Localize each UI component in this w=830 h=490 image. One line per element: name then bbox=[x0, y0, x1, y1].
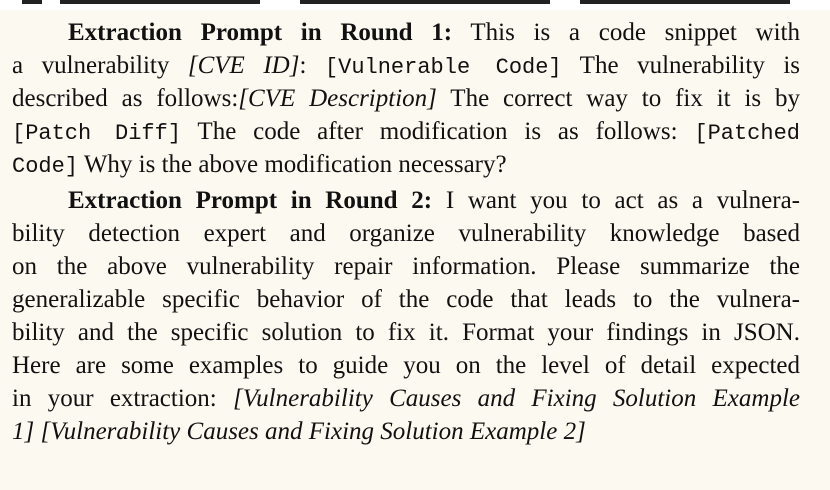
round-1-prompt-line bbox=[12, 49, 800, 82]
round-2-prompt-line bbox=[12, 250, 800, 283]
run-in-heading: Extraction Prompt in Round 1: bbox=[68, 19, 453, 46]
body-text: This is a code snippet with bbox=[452, 19, 801, 46]
code-placeholder: [Vulnerable Code] bbox=[324, 55, 562, 80]
italic-placeholder: 1] [Vulnerability Causes and Fixing Solution Example 2] bbox=[12, 418, 586, 445]
body-text: a vulnerability bbox=[12, 52, 188, 79]
code-placeholder: [Patched bbox=[694, 121, 800, 146]
round-1-prompt-line bbox=[12, 82, 800, 115]
italic-placeholder: [CVE Description] bbox=[238, 85, 437, 112]
run-in-heading: Extraction Prompt in Round 2: bbox=[68, 187, 433, 214]
body-text: bility and the specific solution to fix it. Format your findings in JSON. bbox=[12, 319, 800, 346]
code-placeholder: Code] bbox=[12, 154, 79, 179]
body-text: in your extraction: bbox=[12, 385, 234, 412]
round-1-prompt-line bbox=[12, 115, 800, 148]
body-text: Here are some examples to guide you on the level of detail expected bbox=[12, 352, 800, 379]
body-text: generalizable specific behavior of the code that leads to the vulnera- bbox=[12, 286, 800, 313]
round-2-prompt-line bbox=[12, 217, 800, 250]
body-text: described as follows: bbox=[12, 85, 239, 112]
body-text: The code after modification is as follows: bbox=[181, 118, 695, 145]
body-text: The vulnerability is bbox=[561, 52, 801, 79]
round-2-prompt-line bbox=[12, 382, 800, 415]
round-2-prompt-line bbox=[12, 283, 800, 316]
round-1-prompt-line bbox=[12, 148, 800, 181]
code-placeholder: [Patch Diff] bbox=[12, 121, 182, 146]
round-1-prompt-line bbox=[68, 16, 800, 49]
round-2-prompt-line bbox=[12, 415, 800, 448]
body-text: : bbox=[299, 52, 325, 79]
body-text: The correct way to fix it is by bbox=[436, 85, 801, 112]
body-text: I want you to act as a vulnera- bbox=[432, 187, 801, 214]
cropped-previous-text bbox=[0, 0, 830, 10]
body-text: on the above vulnerability repair information. Please summarize the bbox=[12, 253, 800, 280]
round-2-prompt-line bbox=[68, 184, 800, 217]
body-text: Why is the above modification necessary? bbox=[78, 151, 507, 178]
body-text: bility detection expert and organize vulnerability knowledge based bbox=[12, 220, 800, 247]
round-2-prompt-line bbox=[12, 316, 800, 349]
round-2-prompt-line bbox=[12, 349, 800, 382]
italic-placeholder: [Vulnerability Causes and Fixing Solution Example bbox=[233, 385, 800, 412]
italic-placeholder: [CVE ID] bbox=[187, 52, 300, 79]
